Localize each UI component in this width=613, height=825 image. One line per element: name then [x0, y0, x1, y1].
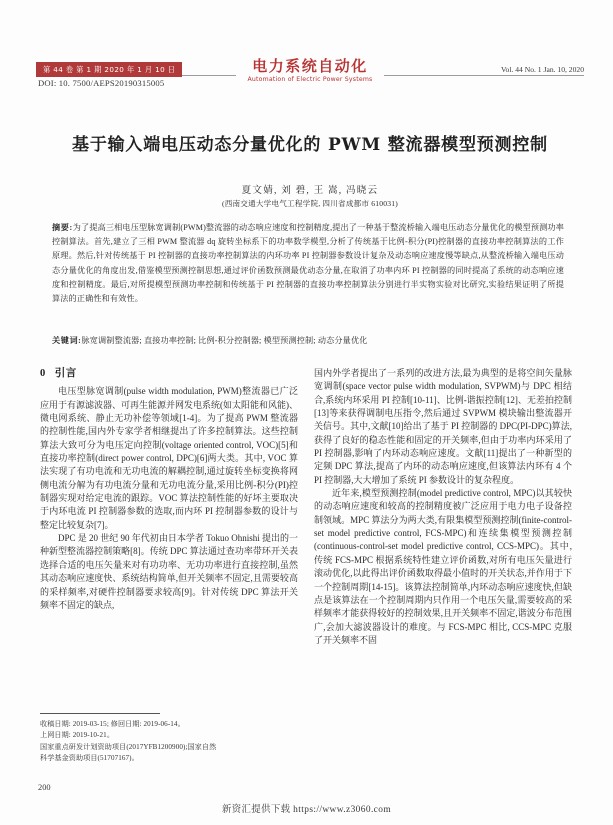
- journal-title-en: Automation of Electric Power Systems: [247, 75, 373, 83]
- body-column-right: [314, 367, 572, 647]
- doi-text: DOI: 10. 7500/AEPS20190315005: [38, 78, 165, 88]
- affiliation: (西南交通大学电气工程学院, 四川省成都市 610031): [221, 199, 399, 208]
- masthead-rule-right: [384, 75, 584, 76]
- download-site-footer: 新资汇提供下载 https://www.z3060.com: [221, 805, 392, 815]
- journal-logo: [210, 58, 410, 83]
- keywords-label: 关键词:: [52, 336, 82, 345]
- footnote-divider: [40, 713, 160, 714]
- footnote-line: 科学基金资助项目(51707167)。: [40, 754, 139, 763]
- paragraph: 国内外学者提出了一系列的改进方法,最为典型的是将空间矢量脉宽调制(space vector pulse width modulation, SVPWM)与 DPC 相结合,系统内环采用 PI 控制[10-11]、比例-谐振控制[12]、无差拍控制[13]等来获得调制电压指令,然后通过 SVPWM 模块输出整流器开关信号。其中,文献[10]给出了基于 PI 控制器的 DPC(PI-DPC)算法,获得了良好的稳态性能和固定的开关频率,但由于功率内环采用了 PI 控制器,影响了内环动态响应速度。文献[11]提出了一种新型的定频 DPC 算法,提高了内环的动态响应速度,但该算法内环有 4 个 PI 控制器,大大增加了系统 PI 参数设计的复杂程度。: [314, 368, 572, 485]
- abstract-label: 摘要:: [52, 223, 73, 232]
- keywords: [52, 334, 564, 348]
- section-number: 0: [40, 368, 46, 379]
- paragraph: 近年来,模型预测控制(model predictive control, MPC)以其较快的动态响应速度和较高的控制精度被广泛应用于电力电子设备控制领域。MPC 算法分为两大类,有限集模型预测控制(finite-control-set model predictive control, FCS-MPC)和连续集模型预测控制(continuous-control-set model predictive control, CCS-MPC)。其中,传统 FCS-MPC 根据系统特性建立评价函数,对所有电压矢量进行滚动优化,以此得出评价函数取得最小值时的开关状态,并作用于下一个控制周期[14-15]。该算法控制简单,内环动态响应速度快,但缺点是该算法在一个控制周期内只作用一个电压矢量,需要较高的采样频率才能获得较好的控制效果,且开关频率不固定,谐波分布范围广,会加大滤波器设计的难度。与 FCS-MPC 相比, CCS-MPC 克服了开关频率不固: [314, 488, 572, 645]
- page-title: 基于输入端电压动态分量优化的 PWM 整流器模型预测控制: [72, 135, 548, 155]
- keywords-text: 脉宽调制整流器; 直接功率控制; 比例-积分控制器; 模型预测控制; 动态分量优化: [81, 336, 368, 345]
- footnote-block: [40, 713, 298, 765]
- paragraph: 电压型脉宽调制(pulse width modulation, PWM)整流器已广泛应用于有源滤波器、可再生能源并网发电系统(如太阳能和风能)、微电网系统、静止无功补偿等领域[1-4]。为了提高 PWM 整流器的控制性能,国内外专家学者相继提出了许多控制算法。这些控制算法大致可分为电压定向控制(voltage oriented control, VOC)[5]和直接功率控制(direct power control, DPC)[6]两大类。其中, VOC 算法实现了有功电流和无功电流的解耦控制,通过旋转坐标变换将网侧电流分解为有功电流分量和无功电流分量,采用比例-积分(PI)控制器实现对给定电流的跟踪。VOC 算法控制性能的好坏主要取决于内环电流 PI 控制器参数的选取,而内环 PI 控制器参数的设计与整定比较复杂[7]。: [40, 386, 298, 530]
- abstract: [52, 221, 564, 306]
- body-column-left: [40, 367, 298, 612]
- footnote-line: 收稿日期: 2019-03-15; 修回日期: 2019-06-14。: [40, 720, 185, 728]
- masthead: [36, 57, 584, 102]
- volume-issue-en: Vol. 44 No. 1 Jan. 10, 2020: [501, 65, 584, 74]
- section-title: 引言: [54, 368, 77, 379]
- section-heading: [40, 367, 298, 380]
- paragraph: DPC 是 20 世纪 90 年代初由日本学者 Tokuo Ohnishi 提出的一种新型整流器控制策略[8]。传统 DPC 算法通过查功率带环开关表选择合适的电压矢量来对有功功率、无功功率进行直接控制,虽然其动态响应速度快、系统结构简单,但开关频率不固定,且需要较高的采样频率,对硬件控制器要求较高[9]。针对传统 DPC 算法开关频率不固定的缺点,: [40, 533, 298, 610]
- page-number: 200: [38, 783, 51, 792]
- footnote-line: 国家重点研发计划资助项目(2017YFB1200900);国家自然: [40, 742, 217, 751]
- journal-title-cn: 电力系统自动化: [252, 57, 368, 75]
- abstract-text: 为了提高三相电压型脉宽调制(PWM)整流器的动态响应速度和控制精度,提出了一种基于整流桥输入端电压动态分量优化的模型预测功率控制算法。首先,建立了三相 PWM 整流器 dq 旋转坐标系下的功率数学模型,分析了传统基于比例-积分(PI)控制器的直接功率控制算法的工作原理。然后,针对传统基于 PI 控制器的直接功率控制算法的内环功率 PI 控制器参数设计复杂及动态响应速度慢等缺点,从整流桥输入端电压动态分量优化的角度出发,借鉴模型预测控制思想,通过评价函数预测最优动态分量,在取消了功率内环 PI 控制器的同时提高了系统的动态响应速度和控制精度。最后,对所提模型预测功率控制和传统基于 PI 控制器的直接功率控制算法分别进行半实物实验对比研究,实验结果证明了所提算法的正确性和有效性。: [52, 223, 564, 304]
- footnote-line: 上网日期: 2019-10-21。: [40, 731, 115, 740]
- author-list: 夏文婧, 刘 碧, 王 嵩, 冯晓云: [241, 185, 379, 196]
- volume-issue-banner: 第 44 卷 第 1 期 2020 年 1 月 10 日: [36, 62, 182, 77]
